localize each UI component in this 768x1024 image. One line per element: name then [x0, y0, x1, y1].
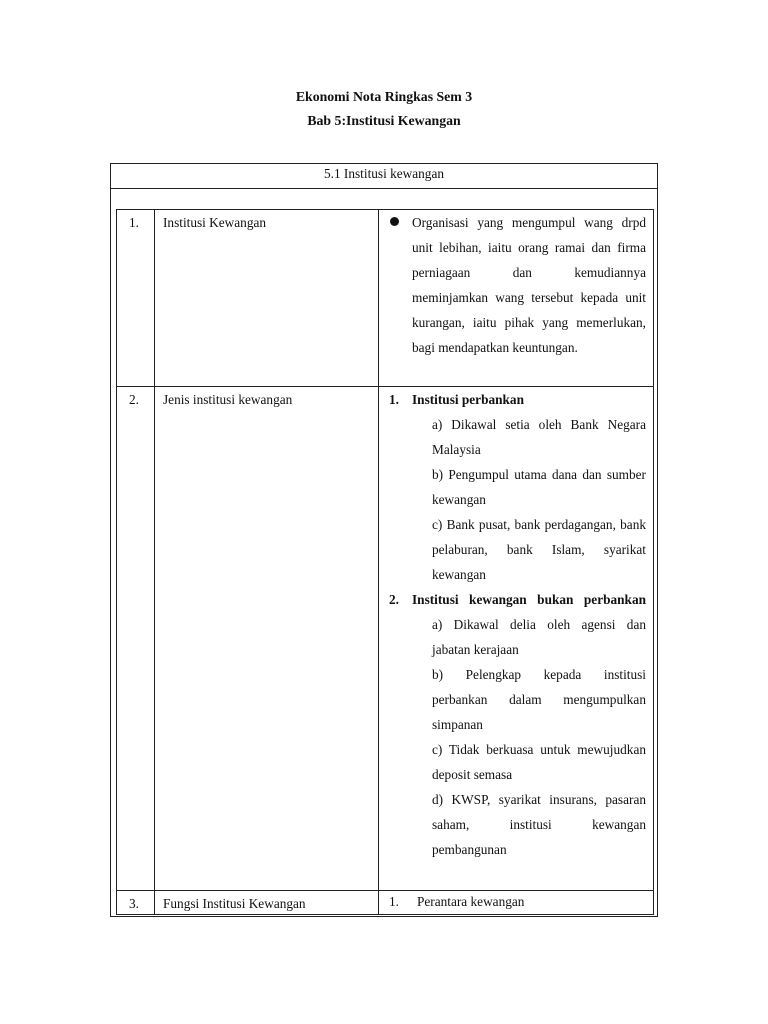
content-table [116, 209, 654, 915]
table-row [117, 387, 654, 891]
item-number: 1. [389, 894, 399, 909]
table-row [117, 210, 654, 387]
row-number: 3. [129, 896, 139, 911]
list-item: a) Dikawal delia oleh agensi dan jabatan kerajaan [432, 617, 646, 657]
definition-text: Organisasi yang mengumpul wang drpd unit lebihan, iaitu orang ramai dan firma perniagaan dan kemudiannya meminjamkan wang tersebut kepada unit kurangan, iaitu pihak yang memerlukan, bagi mendapatkan keuntungan. [412, 215, 646, 355]
group-heading-text: Institusi kewangan bukan perbankan [412, 592, 646, 607]
bullet-item [387, 210, 646, 360]
group-number: 2. [389, 592, 399, 607]
row-number: 2. [129, 392, 139, 407]
list-item: a) Dikawal setia oleh Bank Negara Malaysia [432, 417, 646, 457]
group-heading [387, 387, 646, 412]
list-item [387, 891, 646, 913]
item-text: Perantara kewangan [417, 894, 525, 909]
row-label: Fungsi Institusi Kewangan [163, 896, 306, 911]
row-number: 1. [129, 215, 139, 230]
chapter-title: Bab 5:Institusi Kewangan [307, 113, 461, 128]
list-item: b) Pelengkap kepada institusi perbankan dalam mengumpulkan simpanan [432, 667, 646, 732]
section-header: 5.1 Institusi kewangan [111, 164, 657, 189]
bullet-dot-icon [390, 217, 399, 226]
list-item: b) Pengumpul utama dana dan sumber kewangan [432, 467, 646, 507]
list-item: c) Tidak berkuasa untuk mewujudkan deposit semasa [432, 742, 646, 782]
list-item: d) KWSP, syarikat insurans, pasaran saham, institusi kewangan pembangunan [432, 792, 646, 857]
document-title: Ekonomi Nota Ringkas Sem 3 [295, 89, 473, 104]
table-row [117, 891, 654, 915]
notes-table [110, 163, 658, 917]
row-label: Jenis institusi kewangan [163, 392, 293, 407]
group-number: 1. [389, 392, 399, 407]
group-heading [387, 587, 646, 612]
row-label: Institusi Kewangan [163, 215, 267, 230]
group-heading-text: Institusi perbankan [412, 392, 524, 407]
list-item: c) Bank pusat, bank perdagangan, bank pelaburan, bank Islam, syarikat kewangan [432, 517, 646, 582]
